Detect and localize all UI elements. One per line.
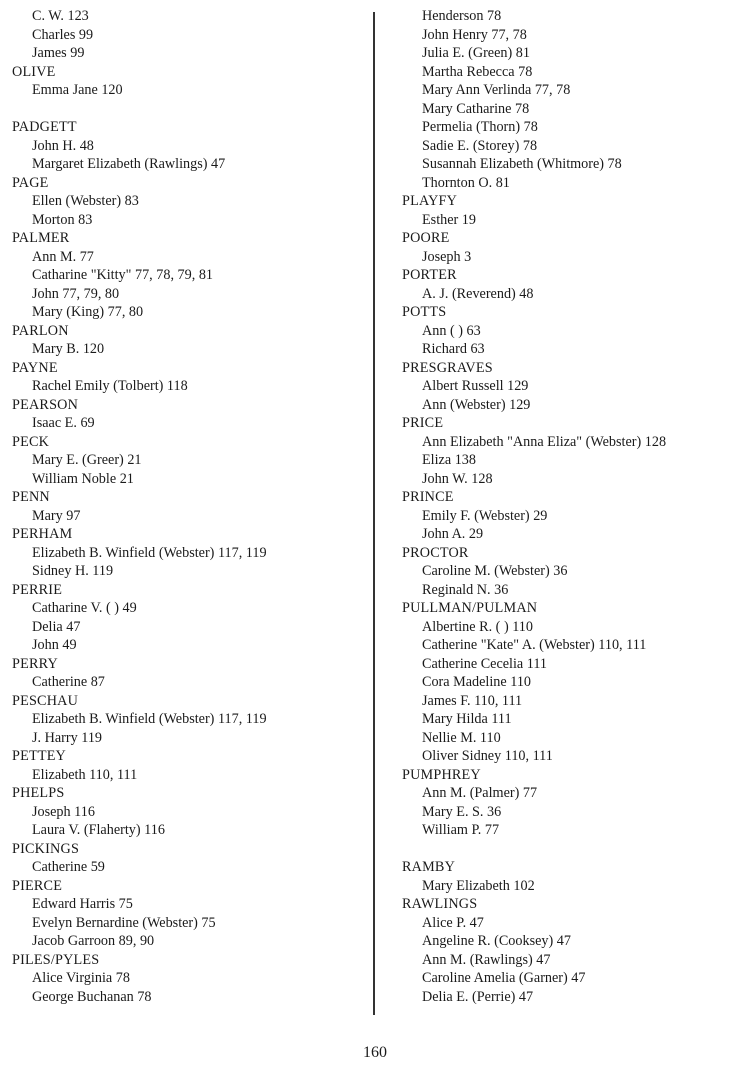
given-name-entry: Mary E. (Greer) 21 xyxy=(32,452,142,468)
given-name-entry: Henderson 78 xyxy=(422,8,502,24)
given-name-entry: Eliza 138 xyxy=(422,452,476,468)
given-name-entry: Mary Hilda 111 xyxy=(422,711,512,727)
page-number: 160 xyxy=(363,1044,387,1061)
given-name-entry: Emily F. (Webster) 29 xyxy=(422,507,548,524)
given-name-entry: Thornton O. 81 xyxy=(422,174,510,191)
index-entry xyxy=(12,322,372,359)
surname-heading: PRICE xyxy=(402,415,444,431)
index-entry xyxy=(12,63,372,100)
given-name-entry: Alice P. 47 xyxy=(422,914,484,931)
surname-heading: POTTS xyxy=(402,304,447,320)
surname-heading: PRESGRAVES xyxy=(402,359,493,376)
surname-heading: PRINCE xyxy=(402,489,454,505)
given-name-entry: John H. 48 xyxy=(32,137,94,154)
given-name-entry: Nellie M. 110 xyxy=(422,729,501,746)
surname-heading: PLAYFY xyxy=(402,193,458,209)
surname-heading: PECK xyxy=(12,433,50,450)
index-entry xyxy=(12,951,372,1007)
section-gap xyxy=(12,100,372,119)
index-entry xyxy=(402,544,747,600)
index-entry xyxy=(12,174,372,230)
given-name-entry: Permelia (Thorn) 78 xyxy=(422,119,538,135)
surname-heading: PERHAM xyxy=(12,526,73,542)
given-name-entry: Margaret Elizabeth (Rawlings) 47 xyxy=(32,156,226,172)
index-entry xyxy=(402,488,747,544)
given-name-entry: Albertine R. ( ) 110 xyxy=(422,618,533,635)
given-name-entry: Catharine V. ( ) 49 xyxy=(32,600,137,616)
surname-heading: PHELPS xyxy=(12,785,65,801)
surname-heading: PARLON xyxy=(12,322,69,339)
given-name-entry: Julia E. (Green) 81 xyxy=(422,45,530,61)
right-index-column xyxy=(402,7,747,1006)
index-entry xyxy=(12,488,372,525)
given-name-entry: Angeline R. (Cooksey) 47 xyxy=(422,933,571,949)
given-name-entry: Ann ( ) 63 xyxy=(422,322,481,339)
given-name-entry: Sidney H. 119 xyxy=(32,563,114,579)
surname-heading: PAYNE xyxy=(12,359,58,376)
given-name-entry: John Henry 77, 78 xyxy=(422,26,527,43)
index-entry xyxy=(402,303,747,359)
given-name-entry: Joseph 3 xyxy=(422,248,472,265)
given-name-entry: Ellen (Webster) 83 xyxy=(32,193,139,209)
surname-heading: PORTER xyxy=(402,267,457,283)
index-entry xyxy=(12,747,372,784)
given-name-entry: Caroline Amelia (Garner) 47 xyxy=(422,970,586,986)
surname-heading: PEARSON xyxy=(12,396,79,413)
index-entry xyxy=(12,118,372,174)
surname-heading: PROCTOR xyxy=(402,544,469,561)
given-name-entry: Ann M. 77 xyxy=(32,248,94,265)
index-entry xyxy=(402,192,747,229)
given-name-entry: Catherine 59 xyxy=(32,859,105,875)
given-name-entry: Catharine "Kitty" 77, 78, 79, 81 xyxy=(32,267,214,283)
given-name-entry: James F. 110, 111 xyxy=(422,692,523,709)
index-entry xyxy=(12,7,372,63)
given-name-entry: Mary Ann Verlinda 77, 78 xyxy=(422,82,571,98)
given-name-entry: Reginald N. 36 xyxy=(422,581,509,598)
given-name-entry: Evelyn Bernardine (Webster) 75 xyxy=(32,914,216,931)
given-name-entry: Mary Elizabeth 102 xyxy=(422,877,535,894)
given-name-entry: James 99 xyxy=(32,45,85,61)
given-name-entry: Ann M. (Palmer) 77 xyxy=(422,785,538,801)
surname-heading: PULLMAN/PULMAN xyxy=(402,600,538,616)
given-name-entry: Ann M. (Rawlings) 47 xyxy=(422,951,551,968)
index-entry xyxy=(12,840,372,877)
given-name-entry: Alice Virginia 78 xyxy=(32,970,130,986)
index-entry xyxy=(402,7,747,192)
surname-heading: PIERCE xyxy=(12,877,63,894)
given-name-entry: Richard 63 xyxy=(422,341,485,357)
given-name-entry: Martha Rebecca 78 xyxy=(422,63,533,80)
left-index-column xyxy=(12,7,372,1006)
given-name-entry: John 77, 79, 80 xyxy=(32,285,120,302)
surname-heading: PETTEY xyxy=(12,748,67,764)
given-name-entry: Jacob Garroon 89, 90 xyxy=(32,933,155,949)
index-entry xyxy=(12,581,372,655)
surname-heading: PADGETT xyxy=(12,119,77,135)
given-name-entry: A. J. (Reverend) 48 xyxy=(422,285,534,302)
given-name-entry: Esther 19 xyxy=(422,211,476,228)
given-name-entry: Mary B. 120 xyxy=(32,341,105,357)
given-name-entry: Morton 83 xyxy=(32,211,93,228)
column-divider xyxy=(373,12,375,1015)
surname-heading: PILES/PYLES xyxy=(12,951,100,968)
given-name-entry: Mary E. S. 36 xyxy=(422,803,502,820)
surname-heading: PUMPHREY xyxy=(402,766,481,783)
given-name-entry: Albert Russell 129 xyxy=(422,378,529,394)
given-name-entry: Laura V. (Flaherty) 116 xyxy=(32,822,165,838)
given-name-entry: Sadie E. (Storey) 78 xyxy=(422,137,538,154)
index-entry xyxy=(402,359,747,415)
given-name-entry: Caroline M. (Webster) 36 xyxy=(422,563,568,579)
given-name-entry: Ann Elizabeth "Anna Eliza" (Webster) 128 xyxy=(422,433,667,450)
given-name-entry: Mary (King) 77, 80 xyxy=(32,304,144,320)
index-entry xyxy=(402,414,747,488)
given-name-entry: Mary 97 xyxy=(32,507,81,524)
given-name-entry: Delia 47 xyxy=(32,618,81,635)
given-name-entry: Rachel Emily (Tolbert) 118 xyxy=(32,378,188,394)
given-name-entry: Susannah Elizabeth (Whitmore) 78 xyxy=(422,156,622,172)
given-name-entry: Joseph 116 xyxy=(32,803,95,820)
index-entry xyxy=(12,525,372,581)
surname-heading: PERRY xyxy=(12,655,58,672)
surname-heading: PENN xyxy=(12,489,50,505)
surname-heading: POORE xyxy=(402,230,450,246)
index-entry xyxy=(12,433,372,489)
surname-heading: PERRIE xyxy=(12,581,63,598)
index-entry xyxy=(12,359,372,396)
index-entry xyxy=(12,692,372,748)
index-entry xyxy=(12,229,372,322)
given-name-entry: William Noble 21 xyxy=(32,470,134,487)
index-entry xyxy=(402,599,747,766)
given-name-entry: Charles 99 xyxy=(32,26,94,43)
given-name-entry: Elizabeth B. Winfield (Webster) 117, 119 xyxy=(32,544,267,561)
given-name-entry: George Buchanan 78 xyxy=(32,988,152,1005)
given-name-entry: John W. 128 xyxy=(422,470,493,487)
index-entry xyxy=(12,655,372,692)
given-name-entry: Isaac E. 69 xyxy=(32,415,95,431)
surname-heading: PALMER xyxy=(12,230,70,246)
index-entry xyxy=(12,396,372,433)
given-name-entry: Ann (Webster) 129 xyxy=(422,396,531,413)
index-entry xyxy=(402,895,747,1006)
surname-heading: RAWLINGS xyxy=(402,896,478,912)
section-gap xyxy=(402,840,747,859)
index-entry xyxy=(402,858,747,895)
surname-heading: PAGE xyxy=(12,174,49,191)
surname-heading: RAMBY xyxy=(402,859,456,875)
given-name-entry: C. W. 123 xyxy=(32,8,89,24)
surname-heading: OLIVE xyxy=(12,63,56,80)
given-name-entry: Emma Jane 120 xyxy=(32,82,123,98)
surname-heading: PICKINGS xyxy=(12,840,80,857)
given-name-entry: John 49 xyxy=(32,637,77,653)
surname-heading: PESCHAU xyxy=(12,692,79,709)
index-entry xyxy=(402,766,747,840)
given-name-entry: William P. 77 xyxy=(422,822,500,838)
index-entry xyxy=(402,229,747,266)
given-name-entry: Cora Madeline 110 xyxy=(422,674,532,690)
given-name-entry: Delia E. (Perrie) 47 xyxy=(422,988,534,1005)
index-entry xyxy=(12,877,372,951)
given-name-entry: Catherine Cecelia 111 xyxy=(422,655,548,672)
given-name-entry: Edward Harris 75 xyxy=(32,896,133,912)
given-name-entry: Elizabeth B. Winfield (Webster) 117, 119 xyxy=(32,711,267,727)
index-entry xyxy=(402,266,747,303)
given-name-entry: Elizabeth 110, 111 xyxy=(32,766,138,783)
given-name-entry: John A. 29 xyxy=(422,526,484,542)
given-name-entry: Catherine 87 xyxy=(32,674,105,690)
given-name-entry: Oliver Sidney 110, 111 xyxy=(422,748,553,764)
given-name-entry: Catherine "Kate" A. (Webster) 110, 111 xyxy=(422,637,647,653)
given-name-entry: Mary Catharine 78 xyxy=(422,100,530,117)
index-entry xyxy=(12,784,372,840)
given-name-entry: J. Harry 119 xyxy=(32,729,103,746)
